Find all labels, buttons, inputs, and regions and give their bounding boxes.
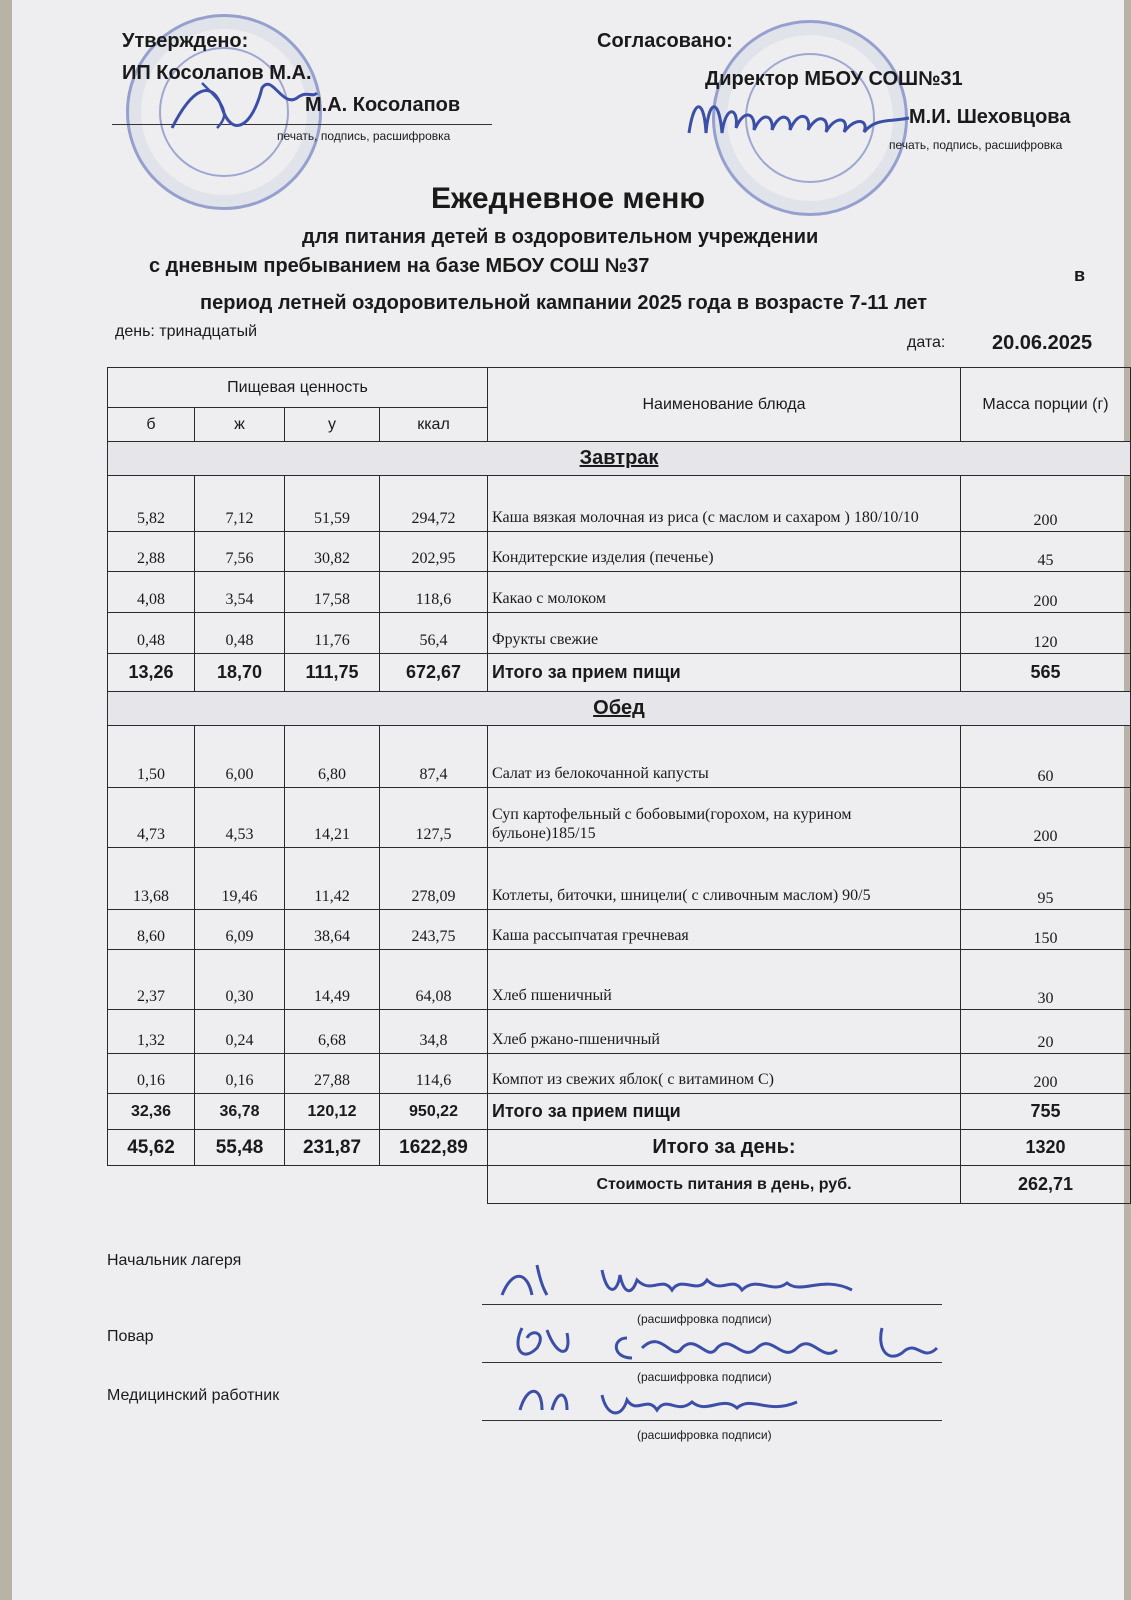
- cell-kcal: 127,5: [380, 788, 488, 848]
- medic-label: Медицинский работник: [107, 1387, 280, 1404]
- cell-zh: 55,48: [195, 1130, 285, 1166]
- cell-kcal: 202,95: [380, 532, 488, 572]
- cell-b: 5,82: [108, 476, 195, 532]
- cell-mass: 755: [961, 1094, 1131, 1130]
- table-row-total: [108, 1094, 1131, 1130]
- agreed-signature: [684, 88, 914, 148]
- header-nutrition: Пищевая ценность: [108, 368, 488, 408]
- table-row-total: [108, 654, 1131, 692]
- cell-dish: Компот из свежих яблок( с витамином С): [488, 1054, 961, 1094]
- cell-b: 8,60: [108, 910, 195, 950]
- cell-mass: 150: [961, 910, 1131, 950]
- camp-head-caption: (расшифровка подписи): [637, 1312, 772, 1326]
- approved-caption: печать, подпись, расшифровка: [277, 129, 451, 143]
- cell-zh: 7,12: [195, 476, 285, 532]
- cell-u: 14,49: [285, 950, 380, 1010]
- cell-kcal: 294,72: [380, 476, 488, 532]
- cook-signature: [502, 1318, 952, 1368]
- cell-mass: 95: [961, 848, 1131, 910]
- day-label: день: тринадцатый: [115, 323, 258, 340]
- cell-dish: Какао с молоком: [488, 572, 961, 613]
- cell-b: 2,88: [108, 532, 195, 572]
- section-breakfast-title: Завтрак: [108, 442, 1131, 476]
- cell-mass: 200: [961, 1054, 1131, 1094]
- cell-dish: Хлеб пшеничный: [488, 950, 961, 1010]
- cell-mass: 200: [961, 476, 1131, 532]
- cell-mass: 30: [961, 950, 1131, 1010]
- cell-mass: 120: [961, 613, 1131, 654]
- cell-b: 1,32: [108, 1010, 195, 1054]
- cell-u: 30,82: [285, 532, 380, 572]
- cook-label: Повар: [107, 1328, 154, 1345]
- cell-b: 2,37: [108, 950, 195, 1010]
- cell-kcal: 278,09: [380, 848, 488, 910]
- table-row: [108, 910, 1131, 950]
- table-row: [108, 848, 1131, 910]
- cell-zh: 19,46: [195, 848, 285, 910]
- approved-signature: [162, 68, 322, 138]
- section-lunch-title: Обед: [108, 692, 1131, 726]
- header-col-u: у: [285, 408, 380, 442]
- agreed-position: Директор МБОУ СОШ№31: [705, 68, 963, 90]
- cell-dish: Салат из белокочанной капусты: [488, 726, 961, 788]
- cell-u: 51,59: [285, 476, 380, 532]
- medic-caption: (расшифровка подписи): [637, 1428, 772, 1442]
- cell-b: 1,50: [108, 726, 195, 788]
- approved-label: Утверждено:: [122, 30, 249, 52]
- table-row: [108, 1010, 1131, 1054]
- cell-zh: 3,54: [195, 572, 285, 613]
- approved-name: М.А. Косолапов: [305, 94, 461, 116]
- cook-caption: (расшифровка подписи): [637, 1370, 772, 1384]
- cell-b: 13,68: [108, 848, 195, 910]
- cell-u: 14,21: [285, 788, 380, 848]
- cell-b: 32,36: [108, 1094, 195, 1130]
- cell-mass: 45: [961, 532, 1131, 572]
- cell-mass: 20: [961, 1010, 1131, 1054]
- table-row: [108, 950, 1131, 1010]
- header-mass: Масса порции (г): [961, 368, 1131, 442]
- cell-u: 6,80: [285, 726, 380, 788]
- table-row: [108, 476, 1131, 532]
- cell-mass: 565: [961, 654, 1131, 692]
- cell-mass: 1320: [961, 1130, 1131, 1166]
- cell-dish: Итого за прием пищи: [488, 1094, 961, 1130]
- cell-u: 38,64: [285, 910, 380, 950]
- cell-kcal: 243,75: [380, 910, 488, 950]
- cell-u: 231,87: [285, 1130, 380, 1166]
- cell-b: 0,48: [108, 613, 195, 654]
- header-col-b: б: [108, 408, 195, 442]
- cost-value: 262,71: [961, 1166, 1131, 1204]
- cell-kcal: 114,6: [380, 1054, 488, 1094]
- cell-kcal: 672,67: [380, 654, 488, 692]
- cell-zh: 36,78: [195, 1094, 285, 1130]
- cell-b: 0,16: [108, 1054, 195, 1094]
- subtitle-line-3: период летней оздоровительной кампании 2025 года в возрасте 7-11 лет: [200, 292, 928, 314]
- cell-b: 45,62: [108, 1130, 195, 1166]
- cell-zh: 7,56: [195, 532, 285, 572]
- cell-zh: 0,16: [195, 1054, 285, 1094]
- agreed-name: М.И. Шеховцова: [909, 106, 1071, 128]
- cell-zh: 0,30: [195, 950, 285, 1010]
- cell-kcal: 1622,89: [380, 1130, 488, 1166]
- cell-b: 4,73: [108, 788, 195, 848]
- cell-dish: Хлеб ржано-пшеничный: [488, 1010, 961, 1054]
- table-row: [108, 572, 1131, 613]
- cell-dish: Итого за прием пищи: [488, 654, 961, 692]
- table-row: [108, 532, 1131, 572]
- date-value: 20.06.2025: [992, 332, 1093, 354]
- medic-signature: [512, 1380, 812, 1422]
- date-label: дата:: [907, 334, 946, 351]
- table-row-cost: [108, 1166, 1131, 1204]
- cell-dish: Каша рассыпчатая гречневая: [488, 910, 961, 950]
- cell-dish: Кондитерские изделия (печенье): [488, 532, 961, 572]
- cell-u: 11,42: [285, 848, 380, 910]
- approved-org: ИП Косолапов М.А.: [122, 62, 312, 84]
- cell-b: 13,26: [108, 654, 195, 692]
- cell-dish: Итого за день:: [488, 1130, 961, 1166]
- cell-u: 120,12: [285, 1094, 380, 1130]
- cell-dish: Фрукты свежие: [488, 613, 961, 654]
- agreed-caption: печать, подпись, расшифровка: [889, 138, 1063, 152]
- cell-kcal: 118,6: [380, 572, 488, 613]
- cost-label: Стоимость питания в день, руб.: [488, 1166, 961, 1204]
- table-row: [108, 613, 1131, 654]
- header-col-kcal: ккал: [380, 408, 488, 442]
- cell-zh: 0,24: [195, 1010, 285, 1054]
- subtitle-line-2: с дневным пребыванием на базе МБОУ СОШ №37: [149, 255, 650, 277]
- cell-zh: 0,48: [195, 613, 285, 654]
- header-col-zh: ж: [195, 408, 285, 442]
- cell-dish: Котлеты, биточки, шницели( с сливочным маслом) 90/5: [488, 848, 961, 910]
- cell-mass: 60: [961, 726, 1131, 788]
- agreed-label: Согласовано:: [597, 30, 733, 52]
- cell-u: 27,88: [285, 1054, 380, 1094]
- table-row: [108, 788, 1131, 848]
- cell-zh: 6,09: [195, 910, 285, 950]
- camp-head-label: Начальник лагеря: [107, 1252, 242, 1269]
- cell-u: 6,68: [285, 1010, 380, 1054]
- cell-mass: 200: [961, 572, 1131, 613]
- cell-b: 4,08: [108, 572, 195, 613]
- cell-kcal: 34,8: [380, 1010, 488, 1054]
- cell-dish: Каша вязкая молочная из риса (с маслом и сахаром ) 180/10/10: [488, 476, 961, 532]
- empty-cell: [108, 1166, 488, 1204]
- camp-head-signature: [492, 1255, 872, 1307]
- cell-u: 11,76: [285, 613, 380, 654]
- cell-kcal: 56,4: [380, 613, 488, 654]
- cell-u: 111,75: [285, 654, 380, 692]
- cell-mass: 200: [961, 788, 1131, 848]
- menu-table: [107, 367, 1131, 1204]
- cell-kcal: 64,08: [380, 950, 488, 1010]
- menu-document: [12, 0, 1124, 1600]
- cell-u: 17,58: [285, 572, 380, 613]
- cell-dish: Суп картофельный с бобовыми(горохом, на курином бульоне)185/15: [488, 788, 961, 848]
- cell-kcal: 87,4: [380, 726, 488, 788]
- subtitle-line-2-suffix: в: [1074, 265, 1086, 285]
- table-row: [108, 726, 1131, 788]
- table-row: [108, 1054, 1131, 1094]
- table-row-day-total: [108, 1130, 1131, 1166]
- cell-zh: 18,70: [195, 654, 285, 692]
- document-title: Ежедневное меню: [431, 182, 705, 215]
- cell-kcal: 950,22: [380, 1094, 488, 1130]
- cell-zh: 6,00: [195, 726, 285, 788]
- header-dish: Наименование блюда: [488, 368, 961, 442]
- subtitle-line-1: для питания детей в оздоровительном учреждении: [302, 226, 819, 248]
- cell-zh: 4,53: [195, 788, 285, 848]
